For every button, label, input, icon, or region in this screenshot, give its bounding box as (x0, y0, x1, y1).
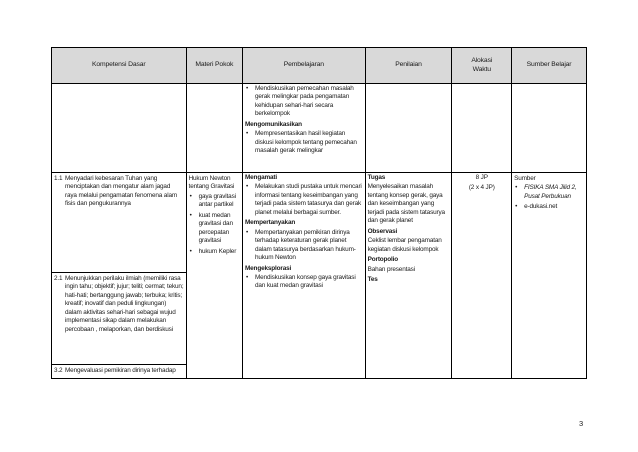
alokasi-cell (452, 173, 512, 379)
list-item (245, 229, 363, 263)
alokasi-cell-empty (452, 84, 512, 173)
header-pembelajaran: Pembelajaran (242, 48, 365, 84)
kd-number: 3.2 (54, 367, 63, 374)
kd-text: Menunjukkan perilaku ilmiah (memiliki rasa ingin tahu; objektif; jujur; teliti; cermat; tekun; hati-hati; bertanggung jawab; terbuka; kritis; kreatif; inovatif dan peduli lingkungan) dalam aktivitas sehari-hari sebagai wujud implementasi sikap dalam melakukan percobaan , melaporkan, dan berdiskusi (65, 275, 184, 333)
pembelajaran-cell (242, 84, 365, 173)
penilaian-text: Bahan presentasi (367, 265, 415, 273)
list-item-text: e-dukasi.net (524, 203, 558, 211)
page-number: 3 (579, 419, 584, 428)
list-item (189, 212, 240, 246)
kd-cell (52, 173, 187, 273)
section-heading: Tugas (367, 174, 386, 181)
penilaian-text: Ceklist lembar pengamatan kegiatan diskusi kelompok (367, 237, 442, 253)
list-item-text: Mempresentasikan hasil kegiatan diskusi kelompok tentang pemecahan masalah gerak melingkar (254, 130, 357, 155)
table-header-row (52, 48, 587, 84)
penilaian-cell (365, 173, 452, 379)
sumber-title: Sumber (514, 175, 536, 182)
kd-item (54, 275, 184, 334)
alokasi-jp: 8 JP (475, 174, 488, 181)
syllabus-table (51, 47, 587, 379)
kd-cell (52, 273, 187, 365)
section-heading: Mengeksplorasi (244, 264, 292, 272)
list-item-text: Mendiskusikan konsep gaya gravitasi dan kuat medan gravitasi (254, 273, 356, 290)
header-alokasi-line1: Alokasi (471, 56, 493, 64)
list-item (245, 130, 363, 155)
kd-cell (52, 365, 187, 379)
kd-number: 2.1 (54, 275, 63, 282)
bullet-icon: • (245, 183, 249, 191)
section-heading: Tes (367, 275, 378, 283)
list-item-text: hukum Kepler (198, 247, 237, 255)
list-item (189, 248, 240, 256)
bullet-icon: • (245, 85, 249, 92)
list-item-text: Mempertanyakan pemikiran dirinya terhadap keteraturan gerak planet dalam tatasurya berdasarkan hukum-hukum Newton (254, 228, 356, 262)
sumber-cell (512, 173, 587, 379)
materi-cell (186, 173, 242, 379)
table-row (52, 84, 587, 173)
kd-number: 1.1 (54, 175, 63, 182)
bullet-icon: • (245, 273, 249, 281)
bullet-icon: • (515, 184, 518, 192)
kd-cell-empty (52, 84, 187, 173)
header-materi-pokok: Materi Pokok (186, 48, 242, 84)
list-item (514, 184, 584, 201)
list-item-text: Mendiskusikan pemecahan masalah gerak melingkar pada pengamatan kehidupan sehari-hari secara berkelompok (254, 85, 354, 118)
list-item-text: gaya gravitasi antar partikel (198, 192, 236, 209)
bullet-icon: • (189, 192, 192, 200)
bullet-icon: • (189, 247, 192, 255)
kd-item (54, 175, 184, 209)
penilaian-cell-empty (365, 84, 452, 173)
penilaian-text: Menyelesaikan masalah tentang konsep gerak, gaya dan keseimbangan yang terjadi pada sistem tatasurya dan gerak planet (367, 183, 445, 225)
list-item (189, 193, 240, 210)
list-item (245, 274, 363, 291)
header-alokasi-line2: Waktu (472, 65, 491, 73)
bullet-icon: • (515, 203, 518, 211)
section-heading: Mengamati (244, 174, 278, 181)
list-item-text: FISIKA SMA Jilid 2, Pusat Perbukuan (524, 184, 577, 200)
list-item (245, 183, 363, 217)
section-heading: Mempertanyakan (244, 219, 296, 227)
sumber-cell-empty (512, 84, 587, 173)
pembelajaran-cell (242, 173, 365, 379)
header-penilaian: Penilaian (365, 48, 452, 84)
header-kompetensi-dasar: Kompetensi Dasar (52, 48, 187, 84)
section-heading: Portopolio (367, 256, 399, 264)
header-sumber-belajar: Sumber Belajar (512, 48, 587, 84)
bullet-icon: • (245, 130, 249, 138)
list-item-text: Melakukan studi pustaka untuk mencari informasi tentang keseimbangan yang terjadi pada sistem tatasurya dan gerak planet melalui berbagai sumber. (254, 183, 362, 216)
list-item (514, 203, 584, 211)
section-heading: Observasi (367, 227, 398, 235)
bullet-icon: • (189, 211, 192, 219)
kd-item (54, 367, 184, 375)
table-row (52, 173, 587, 273)
alokasi-detail: (2 x 4 JP) (468, 184, 495, 192)
kd-text: Mengevaluasi pemikiran dirinya terhadap (65, 367, 176, 374)
section-heading: Mengomunikasikan (244, 120, 302, 128)
list-item (245, 85, 363, 119)
list-item-text: kuat medan gravitasi dan percepatan gravitasi (198, 211, 233, 245)
materi-cell-empty (186, 84, 242, 173)
bullet-icon: • (245, 228, 249, 236)
materi-title: Hukum Newton tentang Gravitasi (188, 175, 235, 191)
kd-text: Menyadari kebesaran Tuhan yang menciptakan dan mengatur alam jagad raya melalui pengamatan fenomena alam fisis dan pengukurannya (65, 175, 178, 208)
header-alokasi-waktu (452, 48, 512, 84)
